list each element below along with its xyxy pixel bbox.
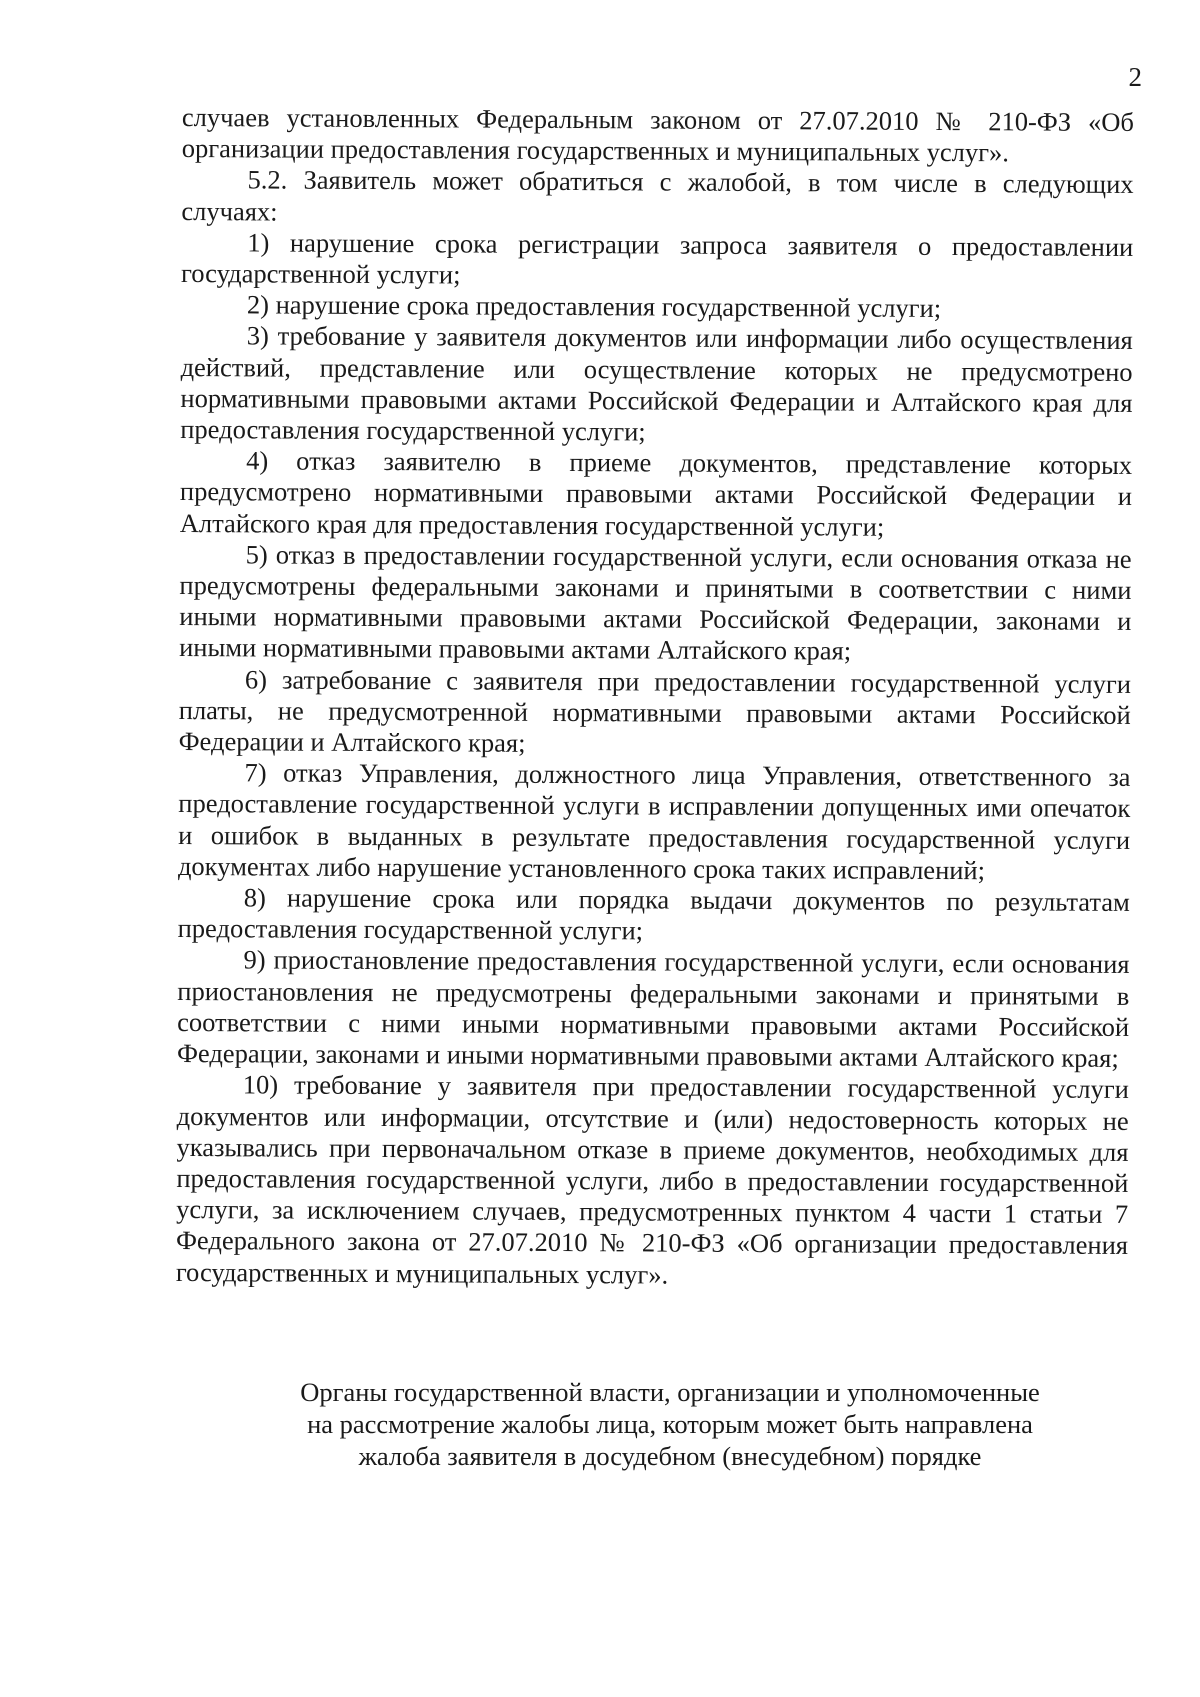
list-item-1: 1) нарушение срока регистрации запроса заявителя о предоставлении государственной услуги; (181, 227, 1134, 290)
document-body (176, 102, 1134, 1293)
list-item-3: 3) требование у заявителя документов или информации либо осуществления действий, представление или осуществление которых не предусмотрено нормативными правовыми актами Российской Федерации и Алтайского края для предоставления государственной услуги; (180, 320, 1133, 447)
page-number: 2 (1128, 62, 1142, 92)
list-item-9: 9) приостановление предоставления государственной услуги, если основания приостановления не предусмотрены федеральными законами и принятыми в соответствии с ними иными нормативными правовыми актами Российской Федерации, законами и иными нормативными правовыми актами Алтайского края; (176, 944, 1130, 1074)
paragraph-5-2: 5.2. Заявитель может обратиться с жалобой, в том числе в следующих случаях: (181, 164, 1134, 227)
list-item-7: 7) отказ Управления, должностного лица Управления, ответственного за предоставление государственной услуги в исправлении допущенных ими опечаток и ошибок в выданных в результате предоставления государственной услуги документах либо нарушение установленного срока таких исправлений; (177, 757, 1131, 886)
list-item-2: 2) нарушение срока предоставления государственной услуги; (246, 289, 942, 324)
list-item-10: 10) требование у заявителя при предоставлении государственной услуги документов или информации, отсутствие и (или) недостоверность которых не указывались при первоначальном отказе в приеме документов, необходимых для предоставления государственной услуги, либо в предоставлении государственной услуги, за исключением случаев, предусмотренных пунктом 4 части 1 статьи 7 Федерального закона от 27.07.2010 № 210-ФЗ «Об организации предоставления государственных и муниципальных услуг». (175, 1069, 1129, 1290)
section-heading (270, 1376, 1070, 1472)
list-item-8: 8) нарушение срока или порядка выдачи документов по результатам предоставления государственной услуги; (177, 882, 1130, 946)
paragraph-continuation: случаев установленных Федеральным законом от 27.07.2010 № 210-ФЗ «Об организации предоставления государственных и муниципальных услуг». (181, 102, 1134, 168)
heading-line-2: на рассмотрение жалобы лица, которым может быть направлена (307, 1409, 1033, 1439)
heading-line-3: жалоба заявителя в досудебном (внесудебном) порядке (358, 1441, 982, 1471)
list-item-4: 4) отказ заявителю в приеме документов, представление которых предусмотрено нормативными правовыми актами Российской Федерации и Алтайского края для предоставления государственной услуги; (179, 445, 1133, 542)
list-item-6: 6) затребование с заявителя при предоставлении государственной услуги платы, не предусмотренной нормативными правовыми актами Российской Федерации и Алтайского края; (178, 663, 1132, 758)
heading-line-1: Органы государственной власти, организации и уполномоченные (300, 1377, 1040, 1407)
list-item-5: 5) отказ в предоставлении государственной услуги, если основания отказа не предусмотрены федеральными законами и принятыми в соответствии с ними иными нормативными правовыми актами Российской Федерации, законами и иными нормативными правовыми актами Алтайского края; (179, 539, 1132, 666)
